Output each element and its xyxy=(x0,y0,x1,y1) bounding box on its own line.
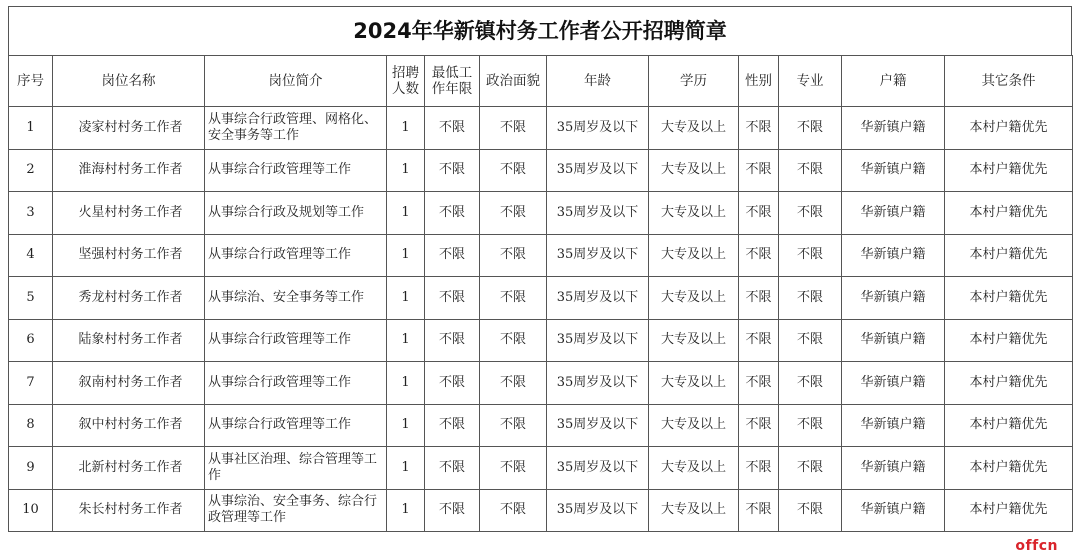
cell-major: 不限 xyxy=(779,149,842,192)
cell-hukou: 华新镇户籍 xyxy=(842,447,945,490)
cell-political: 不限 xyxy=(480,489,547,532)
cell-hukou: 华新镇户籍 xyxy=(842,489,945,532)
cell-seq: 5 xyxy=(9,277,53,320)
cell-edu: 大专及以上 xyxy=(649,319,739,362)
cell-intro: 从事综合行政管理、网格化、安全事务等工作 xyxy=(205,107,387,150)
cell-intro: 从事综合行政管理等工作 xyxy=(205,234,387,277)
cell-age: 35周岁及以下 xyxy=(547,489,649,532)
cell-seq: 7 xyxy=(9,362,53,405)
cell-hukou: 华新镇户籍 xyxy=(842,107,945,150)
cell-intro: 从事综合行政及规划等工作 xyxy=(205,192,387,235)
cell-seq: 9 xyxy=(9,447,53,490)
cell-political: 不限 xyxy=(480,149,547,192)
cell-edu: 大专及以上 xyxy=(649,234,739,277)
cell-exp: 不限 xyxy=(425,234,480,277)
cell-seq: 3 xyxy=(9,192,53,235)
cell-edu: 大专及以上 xyxy=(649,107,739,150)
cell-gender: 不限 xyxy=(739,234,779,277)
cell-other: 本村户籍优先 xyxy=(945,404,1073,447)
cell-intro: 从事综合行政管理等工作 xyxy=(205,404,387,447)
page-title: 2024年华新镇村务工作者公开招聘简章 xyxy=(8,6,1072,55)
cell-seq: 2 xyxy=(9,149,53,192)
cell-major: 不限 xyxy=(779,489,842,532)
cell-intro: 从事社区治理、综合管理等工作 xyxy=(205,447,387,490)
cell-age: 35周岁及以下 xyxy=(547,277,649,320)
cell-intro: 从事综合行政管理等工作 xyxy=(205,362,387,405)
cell-gender: 不限 xyxy=(739,319,779,362)
cell-intro: 从事综治、安全事务、综合行政管理等工作 xyxy=(205,489,387,532)
offcn-watermark: offcn xyxy=(1015,538,1058,554)
cell-edu: 大专及以上 xyxy=(649,404,739,447)
cell-intro: 从事综合行政管理等工作 xyxy=(205,149,387,192)
cell-hukou: 华新镇户籍 xyxy=(842,277,945,320)
cell-count: 1 xyxy=(387,234,425,277)
cell-count: 1 xyxy=(387,362,425,405)
cell-intro: 从事综治、安全事务等工作 xyxy=(205,277,387,320)
cell-post: 坚强村村务工作者 xyxy=(53,234,205,277)
header-seq: 序号 xyxy=(9,56,53,107)
table-row xyxy=(9,404,1073,447)
cell-hukou: 华新镇户籍 xyxy=(842,319,945,362)
cell-other: 本村户籍优先 xyxy=(945,149,1073,192)
cell-exp: 不限 xyxy=(425,149,480,192)
cell-edu: 大专及以上 xyxy=(649,447,739,490)
header-gender: 性别 xyxy=(739,56,779,107)
cell-post: 北新村村务工作者 xyxy=(53,447,205,490)
cell-political: 不限 xyxy=(480,447,547,490)
table-row xyxy=(9,489,1073,532)
cell-major: 不限 xyxy=(779,192,842,235)
cell-political: 不限 xyxy=(480,362,547,405)
table-row xyxy=(9,234,1073,277)
cell-gender: 不限 xyxy=(739,277,779,320)
cell-major: 不限 xyxy=(779,447,842,490)
cell-political: 不限 xyxy=(480,404,547,447)
table-row xyxy=(9,277,1073,320)
cell-hukou: 华新镇户籍 xyxy=(842,362,945,405)
cell-exp: 不限 xyxy=(425,489,480,532)
cell-other: 本村户籍优先 xyxy=(945,234,1073,277)
cell-seq: 8 xyxy=(9,404,53,447)
cell-major: 不限 xyxy=(779,107,842,150)
cell-count: 1 xyxy=(387,277,425,320)
cell-age: 35周岁及以下 xyxy=(547,447,649,490)
header-post: 岗位名称 xyxy=(53,56,205,107)
header-political: 政治面貌 xyxy=(480,56,547,107)
cell-edu: 大专及以上 xyxy=(649,489,739,532)
cell-hukou: 华新镇户籍 xyxy=(842,234,945,277)
cell-political: 不限 xyxy=(480,192,547,235)
cell-gender: 不限 xyxy=(739,447,779,490)
cell-age: 35周岁及以下 xyxy=(547,192,649,235)
cell-other: 本村户籍优先 xyxy=(945,489,1073,532)
cell-major: 不限 xyxy=(779,234,842,277)
cell-other: 本村户籍优先 xyxy=(945,277,1073,320)
cell-hukou: 华新镇户籍 xyxy=(842,149,945,192)
header-major: 专业 xyxy=(779,56,842,107)
cell-gender: 不限 xyxy=(739,107,779,150)
cell-seq: 1 xyxy=(9,107,53,150)
table-body xyxy=(9,107,1073,532)
table-row xyxy=(9,319,1073,362)
cell-gender: 不限 xyxy=(739,192,779,235)
cell-exp: 不限 xyxy=(425,192,480,235)
cell-other: 本村户籍优先 xyxy=(945,319,1073,362)
cell-edu: 大专及以上 xyxy=(649,149,739,192)
cell-intro: 从事综合行政管理等工作 xyxy=(205,319,387,362)
cell-gender: 不限 xyxy=(739,362,779,405)
table-row xyxy=(9,192,1073,235)
cell-seq: 6 xyxy=(9,319,53,362)
cell-post: 叙中村村务工作者 xyxy=(53,404,205,447)
cell-major: 不限 xyxy=(779,362,842,405)
header-exp: 最低工作年限 xyxy=(425,56,480,107)
cell-political: 不限 xyxy=(480,234,547,277)
table-row xyxy=(9,447,1073,490)
cell-age: 35周岁及以下 xyxy=(547,319,649,362)
cell-count: 1 xyxy=(387,149,425,192)
cell-political: 不限 xyxy=(480,277,547,320)
cell-age: 35周岁及以下 xyxy=(547,234,649,277)
cell-other: 本村户籍优先 xyxy=(945,107,1073,150)
cell-age: 35周岁及以下 xyxy=(547,149,649,192)
cell-edu: 大专及以上 xyxy=(649,277,739,320)
cell-gender: 不限 xyxy=(739,489,779,532)
cell-exp: 不限 xyxy=(425,107,480,150)
table-row xyxy=(9,149,1073,192)
header-edu: 学历 xyxy=(649,56,739,107)
cell-exp: 不限 xyxy=(425,404,480,447)
cell-exp: 不限 xyxy=(425,277,480,320)
cell-major: 不限 xyxy=(779,277,842,320)
cell-post: 叙南村村务工作者 xyxy=(53,362,205,405)
header-hukou: 户籍 xyxy=(842,56,945,107)
cell-hukou: 华新镇户籍 xyxy=(842,192,945,235)
cell-edu: 大专及以上 xyxy=(649,362,739,405)
cell-seq: 4 xyxy=(9,234,53,277)
cell-count: 1 xyxy=(387,447,425,490)
recruitment-sheet xyxy=(8,6,1072,532)
cell-count: 1 xyxy=(387,319,425,362)
header-other: 其它条件 xyxy=(945,56,1073,107)
cell-post: 陆象村村务工作者 xyxy=(53,319,205,362)
cell-post: 淮海村村务工作者 xyxy=(53,149,205,192)
cell-post: 秀龙村村务工作者 xyxy=(53,277,205,320)
cell-age: 35周岁及以下 xyxy=(547,362,649,405)
cell-exp: 不限 xyxy=(425,362,480,405)
cell-political: 不限 xyxy=(480,319,547,362)
cell-count: 1 xyxy=(387,192,425,235)
cell-exp: 不限 xyxy=(425,319,480,362)
cell-other: 本村户籍优先 xyxy=(945,447,1073,490)
cell-other: 本村户籍优先 xyxy=(945,192,1073,235)
header-count: 招聘人数 xyxy=(387,56,425,107)
cell-edu: 大专及以上 xyxy=(649,192,739,235)
cell-other: 本村户籍优先 xyxy=(945,362,1073,405)
cell-post: 朱长村村务工作者 xyxy=(53,489,205,532)
table-row xyxy=(9,107,1073,150)
recruitment-table xyxy=(8,55,1073,532)
cell-seq: 10 xyxy=(9,489,53,532)
cell-gender: 不限 xyxy=(739,404,779,447)
cell-exp: 不限 xyxy=(425,447,480,490)
header-intro: 岗位简介 xyxy=(205,56,387,107)
cell-gender: 不限 xyxy=(739,149,779,192)
cell-political: 不限 xyxy=(480,107,547,150)
header-age: 年龄 xyxy=(547,56,649,107)
cell-count: 1 xyxy=(387,489,425,532)
cell-age: 35周岁及以下 xyxy=(547,107,649,150)
cell-age: 35周岁及以下 xyxy=(547,404,649,447)
cell-major: 不限 xyxy=(779,404,842,447)
table-row xyxy=(9,362,1073,405)
cell-post: 火星村村务工作者 xyxy=(53,192,205,235)
cell-post: 凌家村村务工作者 xyxy=(53,107,205,150)
cell-major: 不限 xyxy=(779,319,842,362)
cell-count: 1 xyxy=(387,404,425,447)
header-row xyxy=(9,56,1073,107)
cell-hukou: 华新镇户籍 xyxy=(842,404,945,447)
cell-count: 1 xyxy=(387,107,425,150)
